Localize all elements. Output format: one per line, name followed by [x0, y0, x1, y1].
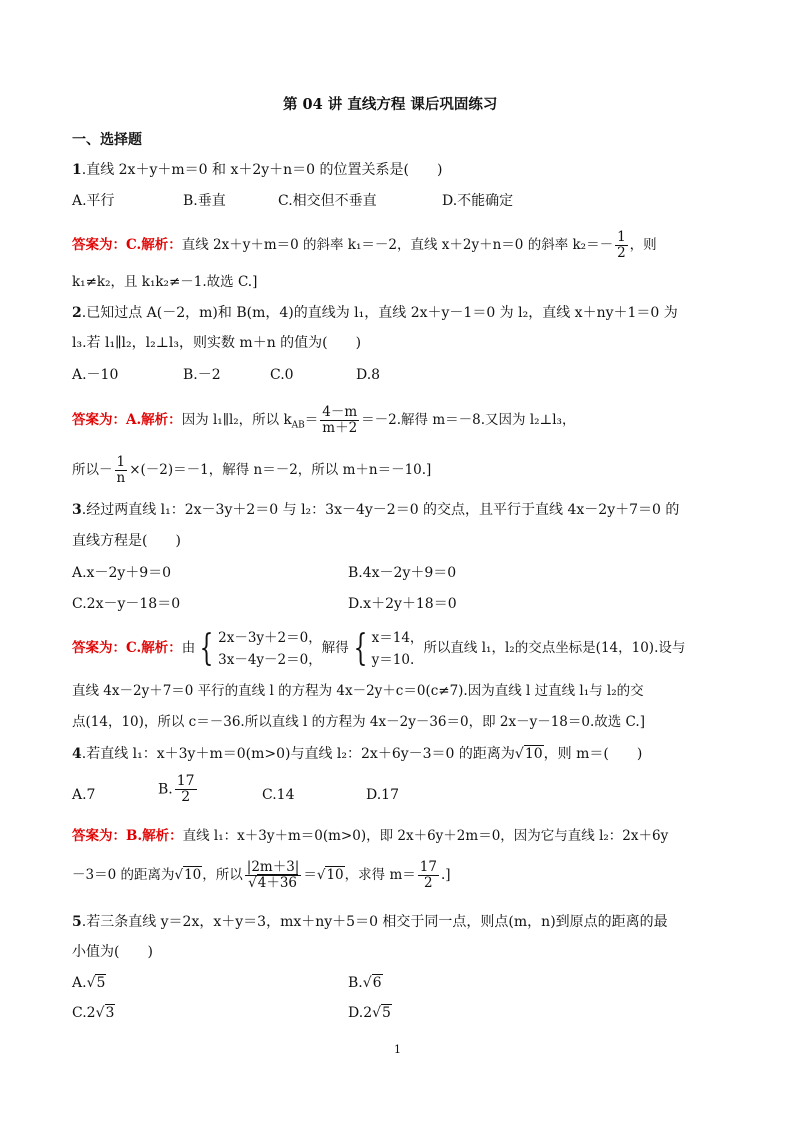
explanation-text: ，所以 [202, 867, 243, 883]
q3-option-a: A.x－2y＋9＝0 [72, 565, 172, 581]
q5-option-a: A.√5 [72, 975, 106, 991]
left-brace: { [353, 627, 368, 669]
explanation-text: 由 [181, 640, 196, 656]
question-text: ，则 m＝( ) [543, 746, 643, 762]
q5-option-d: D.2√5 [348, 1005, 391, 1021]
explanation-text: 直线 2x＋y＋m＝0 的斜率 k₁＝－2，直线 x＋2y＋n＝0 的斜率 k₂＝－ [181, 237, 614, 253]
question-1-stem [72, 160, 442, 180]
question-text: .若直线 l₁：x＋3y＋m＝0(m>0)与直线 l₂：2x＋6y－3＝0 的距离为 [81, 746, 515, 762]
q2-explanation-line2 [72, 455, 431, 486]
explanation-text: 直线 l₁：x＋3y＋m＝0(m>0)，即 2x＋6y＋2m＝0，因为它与直线 l₂：2x＋6y [182, 828, 669, 844]
q4-explanation-line2: －3＝0 的距离为√10，所以 $\frac{|2m+3|}{√4+36}$ ＝√10，求得 m＝ $\frac{17}{2}$ .] [72, 859, 451, 891]
sqrt-radicand: 10 [326, 867, 344, 883]
q4-option-a: A.7 [72, 787, 96, 803]
question-3-stem [72, 500, 679, 520]
q1-option-b: B.垂直 [183, 193, 226, 209]
q2-option-b: B.－2 [183, 367, 221, 383]
question-number: 5 [72, 914, 82, 930]
q1-option-d: D.不能确定 [442, 193, 514, 209]
question-4-stem: 4.若直线 l₁：x＋3y＋m＝0(m>0)与直线 l₂：2x＋6y－3＝0 的距离为√10，则 m＝( ) [72, 746, 643, 762]
page-title: 第 04 讲 直线方程 课后巩固练习 [283, 96, 498, 113]
q3-option-d: D.x＋2y＋18＝0 [348, 596, 457, 612]
q2-explanation [72, 405, 575, 436]
question-text: .已知过点 A(－2，m)和 B(m，4)的直线为 l₁，直线 2x＋y－1＝0 为 l₂，直线 x＋ny＋1＝0 为 [81, 305, 678, 321]
explanation-text: ，求得 m＝ [344, 867, 416, 883]
explanation-text: 因为 l₁∥l₂，所以 k [181, 412, 292, 428]
solution-system: x＝14， y＝10. [371, 629, 424, 668]
question-3-stem-line2: 直线方程是( ) [72, 533, 181, 549]
question-text: .直线 2x＋y＋m＝0 和 x＋2y＋n＝0 的位置关系是( ) [81, 162, 443, 178]
q2-option-d: D.8 [356, 367, 381, 383]
question-number: 2 [72, 305, 82, 321]
q2-option-c: C.0 [270, 367, 294, 383]
explanation-text: ×(－2)＝－1，解得 n＝－2，所以 m＋n＝－10.] [129, 462, 432, 478]
fraction: $\frac{|2m+3|}{√4+36}$ [246, 859, 300, 891]
question-number: 4 [72, 746, 82, 762]
question-number: 3 [72, 502, 82, 518]
subscript: AB [291, 420, 305, 431]
option-prefix: B. [158, 781, 173, 798]
answer-label: 答案为： [72, 640, 126, 656]
fraction: $\frac{1}{n}$ [116, 454, 126, 486]
q4-option-c: C.14 [262, 787, 295, 803]
q5-option-c: C.2√3 [72, 1005, 115, 1021]
answer-letter: C.解析： [126, 237, 182, 253]
answer-letter: C.解析： [126, 640, 182, 656]
explanation-text: 解得 [321, 640, 349, 656]
explanation-text: 所以－ [72, 462, 113, 478]
explanation-text: ＝ [304, 412, 319, 428]
explanation-text: ＝－2.解得 m＝－8.又因为 l₂⊥l₃， [361, 412, 576, 428]
q4-option-d: D.17 [366, 787, 399, 803]
q2-option-a: A.－10 [72, 367, 119, 383]
section-heading: 一、选择题 [72, 132, 142, 148]
q3-explanation-line2: 直线 4x－2y＋7＝0 平行的直线 l 的方程为 4x－2y＋c＝0(c≠7).因为直线 l 过直线 l₁与 l₂的交 [72, 683, 644, 699]
q1-explanation-line2: k₁≠k₂，且 k₁k₂≠－1.故选 C.] [72, 274, 258, 290]
q1-explanation [72, 230, 657, 261]
explanation-text: ，则 [629, 237, 657, 253]
question-2-stem [72, 303, 678, 323]
q3-option-b: B.4x－2y＋9＝0 [348, 565, 457, 581]
q4-explanation [72, 826, 668, 846]
answer-letter: B.解析： [126, 828, 183, 844]
answer-label: 答案为： [72, 828, 126, 844]
question-text: .若三条直线 y＝2x，x＋y＝3，mx＋ny＋5＝0 相交于同一点，则点(m，n)到原点的距离的最 [81, 914, 668, 930]
answer-letter: A.解析： [126, 412, 182, 428]
q3-explanation-line3: 点(14，10)，所以 c＝－36.所以直线 l 的方程为 4x－2y－36＝0，即 2x－y－18＝0.故选 C.] [72, 714, 645, 730]
q1-option-c: C.相交但不垂直 [278, 193, 377, 209]
fraction: $\frac{17}{2}$ [419, 859, 437, 891]
fraction: $\frac{17}{2}$ [176, 773, 195, 805]
question-5-stem-line2: 小值为( ) [72, 944, 153, 960]
explanation-text: .] [440, 867, 451, 883]
fraction: $\frac{4-m}{m+2}$ [322, 404, 358, 436]
answer-label: 答案为： [72, 412, 126, 428]
explanation-text: －3＝0 的距离为 [72, 867, 175, 883]
answer-label: 答案为： [72, 237, 126, 253]
q5-option-b: B.√6 [348, 975, 382, 991]
sqrt-radicand: 10 [524, 746, 543, 762]
explanation-text: 所以直线 l₁，l₂的交点坐标是(14，10).设与 [423, 640, 686, 656]
page-number: 1 [394, 1043, 401, 1056]
q3-explanation [72, 625, 685, 671]
question-number: 1 [72, 162, 82, 178]
question-text: .经过两直线 l₁：2x－3y＋2＝0 与 l₂：3x－4y－2＝0 的交点，且平行于直线 4x－2y＋7＝0 的 [81, 502, 680, 518]
q1-option-a: A.平行 [72, 193, 115, 209]
left-brace: { [199, 627, 214, 669]
q4-option-b [158, 774, 199, 805]
q3-option-c: C.2x－y－18＝0 [72, 596, 181, 612]
question-2-stem-line2: l₃.若 l₁∥l₂，l₂⊥l₃，则实数 m＋n 的值为( ) [72, 335, 362, 351]
sqrt-radicand: 10 [184, 867, 202, 883]
equation-system: 2x－3y＋2＝0， 3x－4y－2＝0， [218, 629, 322, 668]
question-5-stem [72, 912, 668, 932]
fraction: $\frac{1}{2}$ [617, 229, 626, 261]
explanation-text: ＝ [303, 867, 317, 883]
